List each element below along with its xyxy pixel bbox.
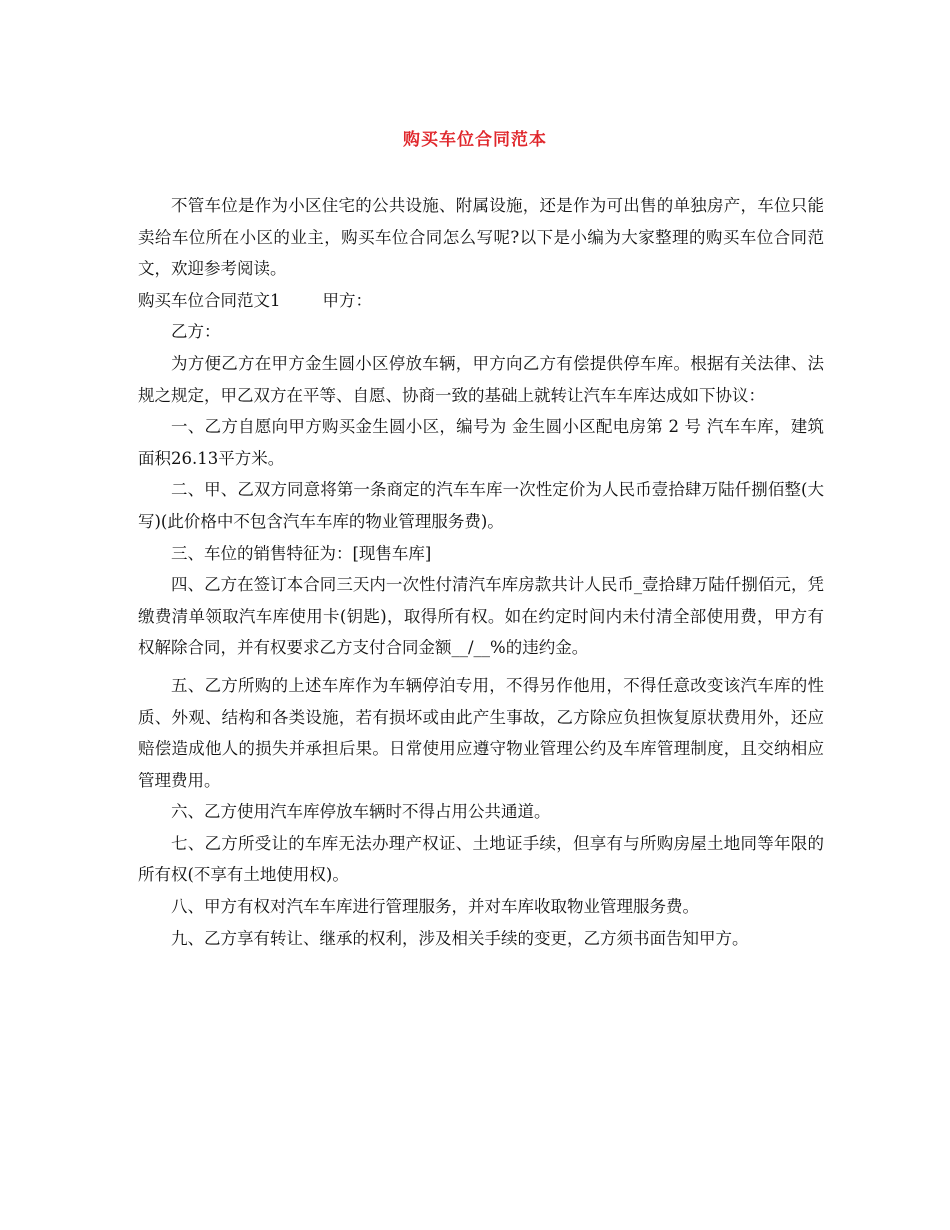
clause-3: 三、车位的销售特征为：[现售车库]: [171, 543, 432, 563]
clause-2: 二、甲、乙双方同意将第一条商定的汽车车库一次性定价为人民币壹拾肆万陆仟捌佰整(大写)(此价格中不包含汽车车库的物业管理服务费)。: [138, 480, 824, 531]
document-title: 购买车位合同范本: [403, 130, 547, 150]
sample-heading-party-a: 购买车位合同范文1 甲方：: [138, 290, 372, 310]
party-b-line: 乙方：: [171, 322, 221, 342]
intro-paragraph: 不管车位是作为小区住宅的公共设施、附属设施，还是作为可出售的单独房产，车位只能卖给车位所在小区的业主，购买车位合同怎么写呢?以下是小编为大家整理的购买车位合同范文，欢迎参考阅读。: [138, 196, 824, 279]
document-body: [138, 190, 824, 954]
preamble-paragraph: 为方便乙方在甲方金生圆小区停放车辆，甲方向乙方有偿提供停车库。根据有关法律、法规之规定，甲乙双方在平等、自愿、协商一致的基础上就转让汽车车库达成如下协议：: [138, 353, 824, 405]
clause-9: 九、乙方享有转让、继承的权利，涉及相关手续的变更，乙方须书面告知甲方。: [171, 928, 749, 948]
clause-6: 六、乙方使用汽车库停放车辆时不得占用公共通道。: [171, 802, 551, 822]
clause-8: 八、甲方有权对汽车车库进行管理服务，并对车库收取物业管理服务费。: [171, 897, 699, 917]
clause-4: 四、乙方在签订本合同三天内一次性付清汽车库房款共计人民币_壹拾肆万陆仟捌佰元，凭缴费清单领取汽车库使用卡(钥匙)，取得所有权。如在约定时间内未付清全部使用费，甲方有权解除合同，并有权要求乙方支付合同金额__/__%的违约金。: [138, 575, 824, 658]
clause-7: 七、乙方所受让的车库无法办理产权证、土地证手续，但享有与所购房屋土地同等年限的所有权(不享有土地使用权)。: [138, 833, 824, 885]
clause-1: 一、乙方自愿向甲方购买金生圆小区，编号为 金生圆小区配电房第 2 号 汽车车库，建筑面积26.13平方米。: [138, 417, 824, 468]
clause-5: 五、乙方所购的上述车库作为车辆停泊专用，不得另作他用，不得任意改变该汽车库的性质、外观、结构和各类设施，若有损坏或由此产生事故，乙方除应负担恢复原状费用外，还应赔偿造成他人的损失并承担后果。日常使用应遵守物业管理公约及车库管理制度，且交纳相应管理费用。: [138, 675, 824, 790]
